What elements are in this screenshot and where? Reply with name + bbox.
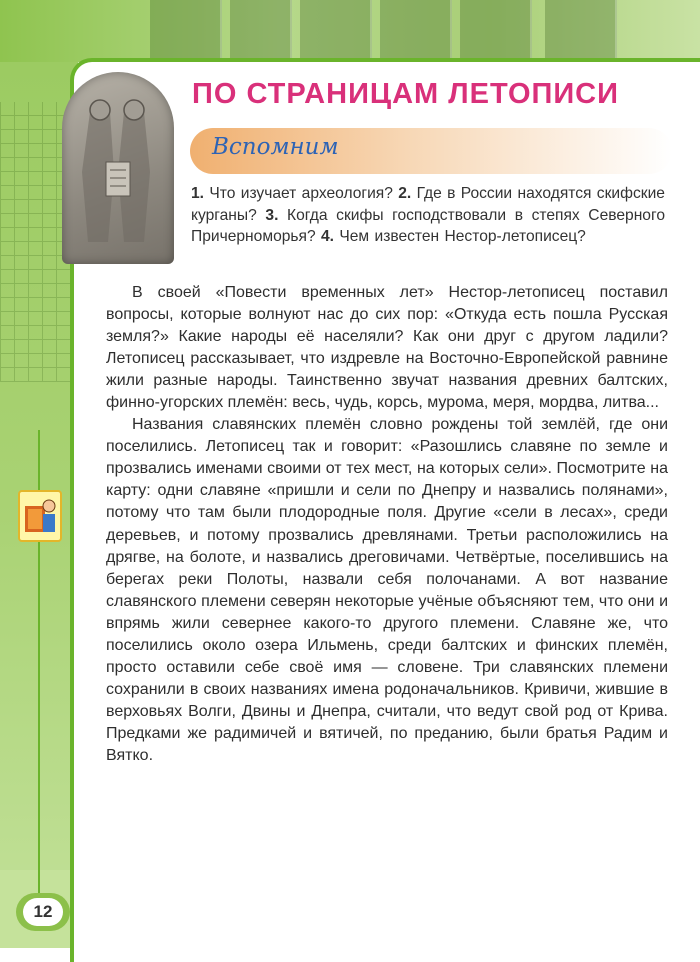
page-number: 12 <box>23 898 63 926</box>
page-number-badge <box>16 893 70 931</box>
main-text <box>106 282 668 767</box>
question-text: Чем известен Нестор-летописец? <box>339 228 586 245</box>
question-text: Что изучает археология? <box>209 185 393 202</box>
recall-questions <box>191 183 665 248</box>
paragraph: В своей «Повести временных лет» Нестор-летописец поставил вопросы, которые волнуют нас до сих пор: «Откуда есть пошла Русская земля?» Какие народы её населяли? Как они друг с другом ладили? Летописец рассказывает, что издревле на Восточно-Европейской равнине жили разные народы. Таинственно звучат названия древних балтских, финно-угорских племён: весь, чудь, корсь, мурома, меря, мордва, литва... <box>106 284 668 412</box>
question-number: 1. <box>191 185 205 202</box>
question-number: 2. <box>398 185 412 202</box>
book-reading-pupil-icon <box>18 490 62 542</box>
question-text: Где в России находятся скифские курганы? <box>191 185 665 224</box>
page-title: ПО СТРАНИЦАМ ЛЕТОПИСИ <box>192 78 619 110</box>
question-number: 3. <box>265 206 279 224</box>
question-number: 4. <box>321 228 335 245</box>
question-text: Когда скифы господствовали в степях Северного Причерноморья? <box>191 206 666 245</box>
top-photo-band <box>0 0 700 62</box>
paragraph: Названия славянских племён словно рождены той землёй, где они поселились. Летописец так и говорит: «Разошлись славяне по земле и прозвались именами своими от тех мест, на которых сели». Посмотрите на карту: одни славяне «пришли и сели по Днепру и назвались полянами», потому что там были плодородные поля. Другие «сели в лесах», среди деревьев, и потому прозвались древлянами. Третьи расположились на дрягве, на болоте, и назвались дреговичами. Четвёртые, поселившись на берегах реки Полоты, назвали себя полочанами. А вот название славянского племени северян некоторые учёные объясняют тем, что они и впрямь жили севернее какого-то другого племени. Славяне же, что поселились около озера Ильмень, среди балтских и финских племён, просто оставили себе своё имя — словене. Три славянских племени сохранили в своих названиях имена родоначальников. Кривичи, жившие в верховьях Волги, Двины и Днепра, считали, что ведут свой род от Крива. Предками же радимичей и вятичей, по преданию, были братья Радим и Вятко. <box>106 416 668 764</box>
stone-relief-saints-icon <box>62 72 174 264</box>
recall-label: Вспомним <box>212 134 339 160</box>
